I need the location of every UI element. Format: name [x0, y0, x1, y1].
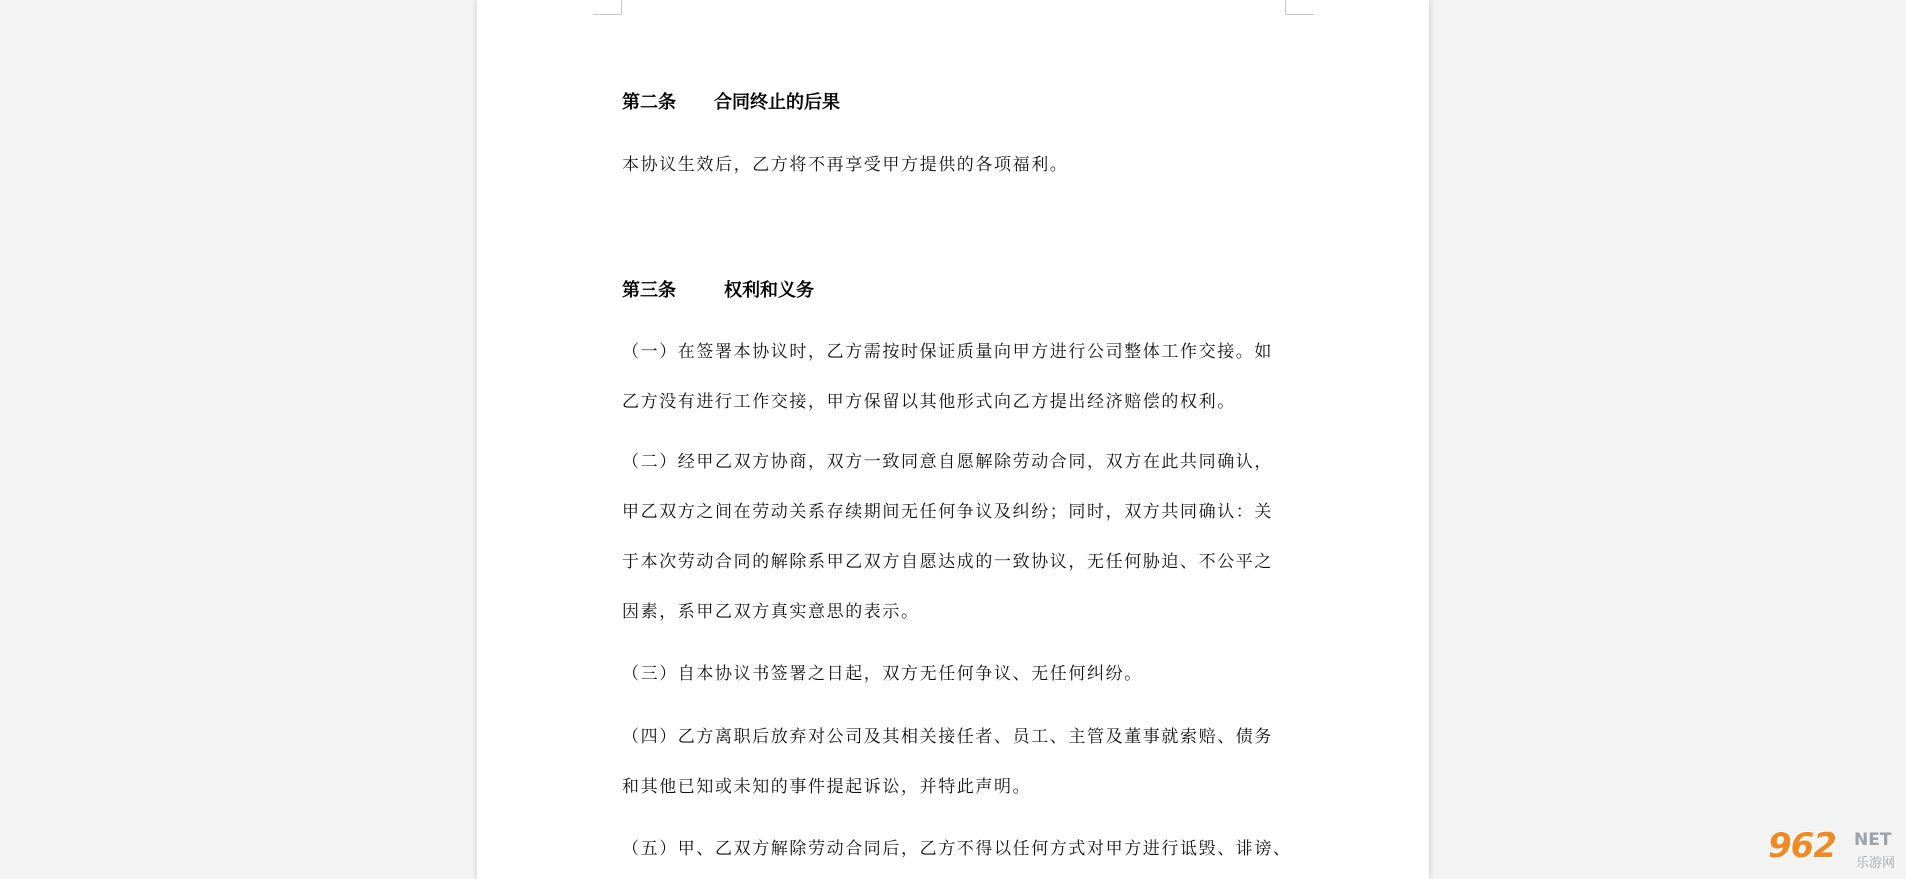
paragraph-line: 因素，系甲乙双方真实意思的表示。: [622, 602, 920, 622]
paragraph-line: （四）乙方离职后放弃对公司及其相关接任者、员工、主管及董事就索赔、债务: [622, 727, 1273, 747]
paragraph-line: （五）甲、乙双方解除劳动合同后，乙方不得以任何方式对甲方进行诋毁、诽谤、: [622, 839, 1292, 859]
section-3-item-5: [622, 824, 1290, 874]
section-2-number: 第二条: [622, 92, 676, 113]
logo-number: 962: [1768, 826, 1836, 866]
paragraph-line: （三）自本协议书签署之日起，双方无任何争议、无任何纠纷。: [622, 664, 1143, 684]
section-3-title: 权利和义务: [724, 280, 814, 301]
watermark-logo: [1768, 826, 1898, 872]
paragraph-line: 乙方没有进行工作交接，甲方保留以其他形式向乙方提出经济赔偿的权利。: [622, 392, 1236, 412]
margin-mark-left: [593, 0, 622, 15]
section-3-number: 第三条: [622, 280, 676, 301]
paragraph-line: 于本次劳动合同的解除系甲乙双方自愿达成的一致协议，无任何胁迫、不公平之: [622, 552, 1273, 572]
section-3-heading: [622, 276, 814, 302]
section-3-item-3: [622, 649, 1290, 699]
section-3-item-1: [622, 327, 1290, 427]
section-2-title: 合同终止的后果: [714, 92, 840, 113]
logo-site-name: 乐游网: [1856, 856, 1896, 871]
section-2-heading: [622, 88, 840, 114]
document-page[interactable]: [477, 0, 1429, 879]
margin-mark-right: [1285, 0, 1314, 15]
paragraph-line: 甲乙双方之间在劳动关系存续期间无任何争议及纠纷；同时，双方共同确认：关: [622, 502, 1273, 522]
paragraph-line: （一）在签署本协议时，乙方需按时保证质量向甲方进行公司整体工作交接。如: [622, 342, 1273, 362]
paragraph-line: 本协议生效后，乙方将不再享受甲方提供的各项福利。: [622, 155, 1069, 175]
logo-suffix: NET: [1854, 830, 1892, 850]
section-2-paragraph: [622, 140, 1290, 190]
paragraph-line: （二）经甲乙双方协商，双方一致同意自愿解除劳动合同，双方在此共同确认，: [622, 452, 1273, 472]
section-3-item-4: [622, 712, 1290, 812]
paragraph-line: 和其他已知或未知的事件提起诉讼，并特此声明。: [622, 777, 1032, 797]
section-3-item-2: [622, 437, 1290, 637]
